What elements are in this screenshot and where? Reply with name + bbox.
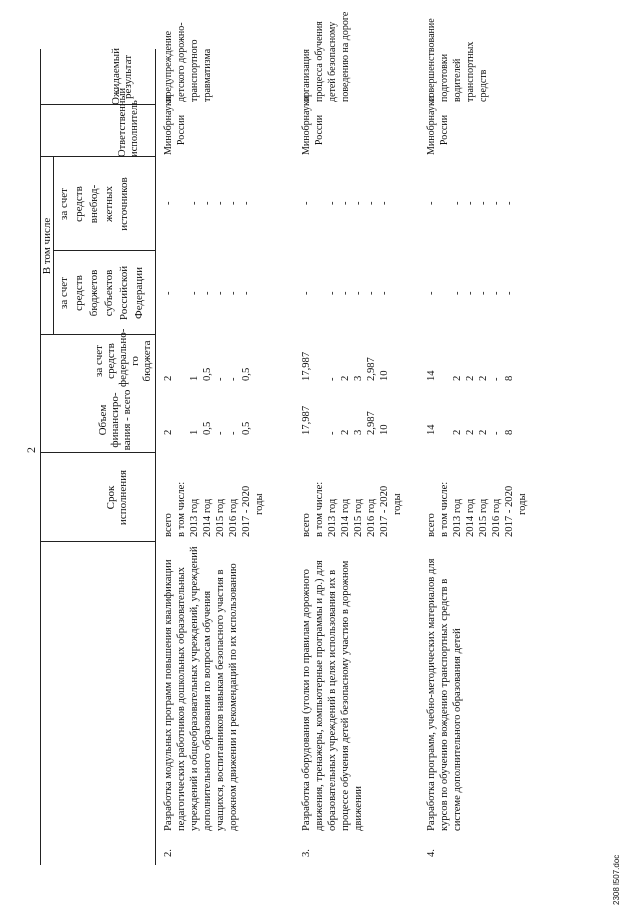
row-regional: - - - - - -	[301, 291, 390, 295]
row-terms: всего в том числе: 2013 год 2014 год 2015 год 2016 год 2017 - 2020 годы	[426, 481, 528, 537]
row-result: организация процесса обучения детей безопасному поведению на дороге	[301, 11, 351, 102]
header-offbudget: за счет средств внебюд- жетных источников	[58, 177, 130, 231]
header-result: Ожидаемый результат	[110, 47, 134, 105]
row-executor: Минобрнауки России	[301, 95, 325, 155]
row-volume: 17,987 - 2 3 2,987 10	[301, 405, 390, 435]
header-term: Срок исполнения	[105, 469, 129, 526]
document-footer: 2308 l507.doc	[612, 854, 621, 905]
row-federal: 17,987 - 2 3 2,987 10	[301, 351, 390, 381]
header-including: В том числе	[41, 217, 53, 275]
row-federal: 14 2 2 2 - 8	[426, 370, 515, 381]
row-federal: 2 1 0,5 - - 0,5	[163, 367, 252, 381]
row-terms: всего в том числе: 2013 год 2014 год 2015 год 2016 год 2017 - 2020 годы	[163, 481, 265, 537]
row-terms: всего в том числе: 2013 год 2014 год 2015 год 2016 год 2017 - 2020 годы	[301, 481, 403, 537]
row-number: 4.	[426, 849, 437, 857]
subheader-divider	[53, 157, 54, 335]
row-result: совершенствование подготовки водителей транспортных средств	[426, 18, 489, 102]
row-offbudget: - - - - - -	[301, 201, 390, 205]
row-description: Разработка оборудования (уголки по правилам дорожного движения, тренажеры, компьютерные программы и др.) для образовательных учреждений в целях использования их в процессе обучения детей безопасному участию в дорожном движении	[301, 560, 364, 831]
row-offbudget: - - - - - -	[426, 201, 515, 205]
page-number: 2	[24, 447, 38, 453]
header-regional: за счет средств бюджетов субъектов Российской Федерации	[58, 265, 145, 321]
header-bottom-border	[155, 49, 156, 865]
row-description: Разработка модульных программ повышения квалификации педагогических работников дошкольных образовательных учреждений и общеобразовательных учреждений, учреждений дополнительного образования по вопросам обучения учащихся, воспитанников навыкам безопасного участия в дорожном движении и рекомендаций по их использованию	[163, 546, 239, 831]
row-volume: 2 1 0,5 - - 0,5	[163, 421, 252, 435]
row-regional: - - - - - -	[163, 291, 252, 295]
row-executor: Минобрнауки России	[163, 95, 187, 155]
row-description: Разработка программ, учебно-методических материалов для курсов по обучению вождению транспортных средств в системе дополнительного образования детей	[426, 558, 463, 831]
row-regional: - - - - - -	[426, 291, 515, 295]
row-result: предупреждение детского дорожно- транспортного травматизма	[163, 22, 213, 102]
row-number: 2.	[163, 849, 174, 857]
column-divider-1	[40, 541, 156, 542]
row-offbudget: - - - - - -	[163, 201, 252, 205]
header-federal: за счет средств федерально- го бюджета	[93, 328, 153, 387]
row-volume: 14 2 2 2 - 8	[426, 424, 515, 435]
row-number: 3.	[301, 849, 312, 857]
header-volume: Объем финансиро- вания - всего	[97, 389, 133, 451]
row-executor: Минобрнауки России	[426, 95, 450, 155]
header-executor: Ответственный исполнитель	[117, 87, 140, 157]
